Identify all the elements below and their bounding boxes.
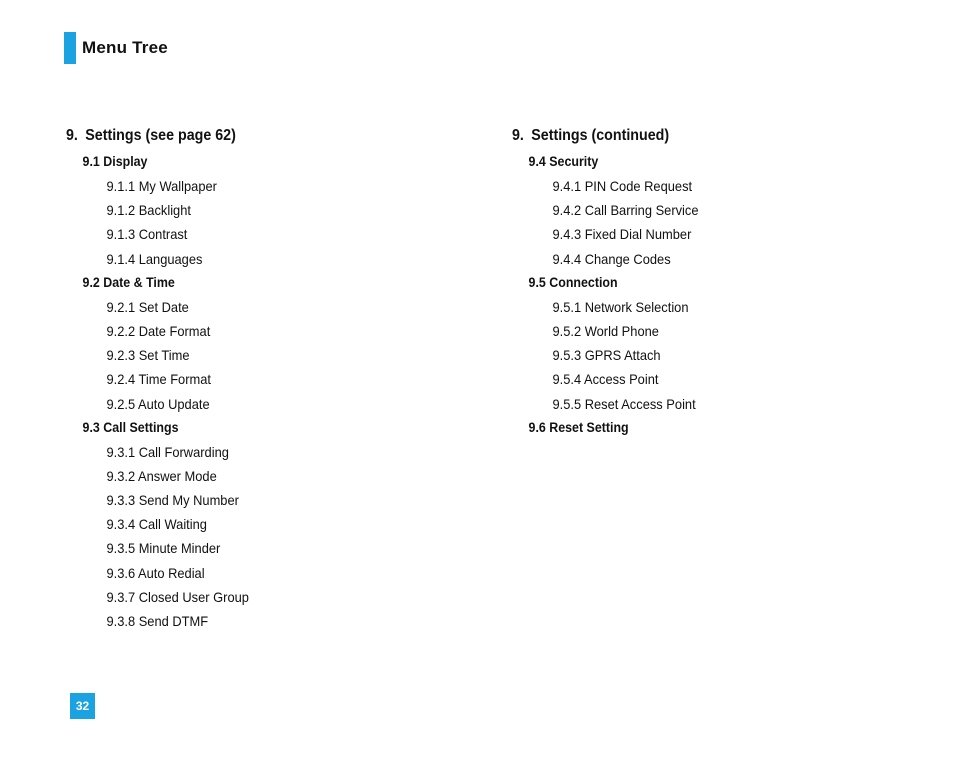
menu-groups — [512, 150, 872, 440]
header-accent-bar — [64, 32, 76, 64]
section-label: Settings (continued) — [531, 127, 670, 144]
menu-item: 9.2.1 Set Date — [106, 298, 189, 315]
menu-group-title: 9.5 Connection — [528, 274, 618, 290]
menu-item: 9.3.2 Answer Mode — [106, 467, 217, 484]
menu-item: 9.1.3 Contrast — [106, 226, 188, 243]
page-number: 32 — [70, 693, 95, 719]
menu-item: 9.3.6 Auto Redial — [106, 564, 205, 581]
menu-item: 9.5.1 Network Selection — [552, 298, 689, 315]
section-title — [66, 122, 397, 150]
section-number: 9. — [512, 127, 524, 144]
menu-column-left — [66, 122, 426, 633]
menu-group-title: 9.3 Call Settings — [82, 419, 179, 435]
section-label: Settings (see page 62) — [85, 127, 236, 144]
menu-item: 9.5.2 World Phone — [552, 322, 659, 339]
menu-item: 9.3.5 Minute Minder — [106, 540, 221, 557]
menu-item: 9.2.5 Auto Update — [106, 395, 210, 412]
menu-item: 9.4.4 Change Codes — [552, 250, 671, 267]
section-title — [512, 122, 843, 150]
menu-item: 9.1.2 Backlight — [106, 202, 191, 219]
menu-group-title: 9.6 Reset Setting — [528, 419, 629, 435]
menu-item: 9.1.4 Languages — [106, 250, 203, 267]
menu-item: 9.2.2 Date Format — [106, 322, 211, 339]
menu-column-right — [512, 122, 872, 440]
menu-item: 9.3.4 Call Waiting — [106, 516, 207, 533]
menu-item: 9.2.4 Time Format — [106, 371, 211, 388]
menu-item: 9.5.5 Reset Access Point — [552, 395, 696, 412]
menu-item: 9.3.1 Call Forwarding — [106, 443, 229, 460]
menu-group-title: 9.1 Display — [82, 154, 148, 169]
section-number: 9. — [66, 127, 78, 144]
menu-groups — [66, 150, 426, 633]
menu-item: 9.4.1 PIN Code Request — [552, 178, 693, 194]
menu-item: 9.1.1 My Wallpaper — [106, 178, 217, 194]
menu-group-title: 9.4 Security — [528, 154, 599, 169]
page-title: Menu Tree — [82, 38, 168, 57]
page-header — [64, 32, 168, 64]
menu-item: 9.3.3 Send My Number — [106, 492, 239, 509]
menu-item: 9.5.4 Access Point — [552, 371, 659, 388]
menu-item: 9.4.2 Call Barring Service — [552, 202, 699, 219]
menu-item: 9.4.3 Fixed Dial Number — [552, 226, 692, 243]
menu-item: 9.2.3 Set Time — [106, 347, 190, 364]
menu-group-title: 9.2 Date & Time — [82, 274, 175, 290]
menu-item: 9.5.3 GPRS Attach — [552, 347, 661, 364]
menu-item: 9.3.7 Closed User Group — [106, 588, 249, 605]
menu-item: 9.3.8 Send DTMF — [106, 613, 209, 629]
